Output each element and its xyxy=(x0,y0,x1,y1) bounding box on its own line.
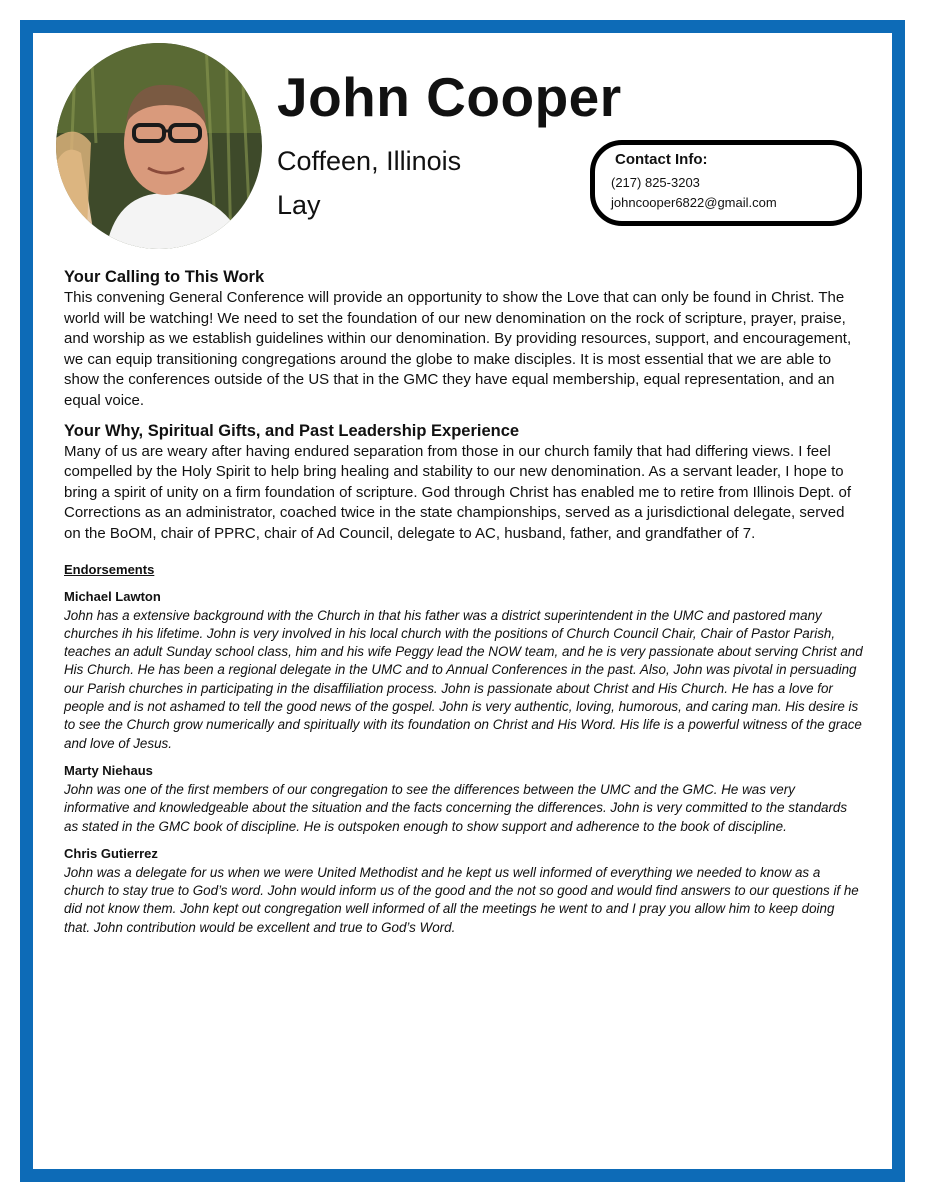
endorser-name: Marty Niehaus xyxy=(64,762,153,778)
endorsements-heading: Endorsements xyxy=(64,561,155,577)
main-content xyxy=(64,266,864,937)
candidate-role: Lay xyxy=(277,190,321,220)
section-body-why: Many of us are weary after having endured separation from those in our church family that had differing views. I feel compelled by the Holy Spirit to help bring healing and stability to our new denomination. As a servant leader, I hope to bring a spirit of unity on a firm foundation of scripture. God through Christ has enabled me to retire from Illinois Dept. of Corrections as an administrator, coached twice in the state championships, served as a jurisdictional delegate, served on the BoOM, chair of PPRC, chair of Ad Council, delegate to AC, husband, father, and grandfather of 7. xyxy=(64,442,852,542)
endorsement-text: John was a delegate for us when we were United Methodist and he kept us well informed of everything we needed to know as a church to stay true to God’s word. John would inform us of the good and the not so good and would find answers to our questions if he did not know them. John kept out congregation well informed of all the meetings he went to and I pray you allow him to keep doing that. John contribution would be excellent and true to God’s Word. xyxy=(64,864,859,935)
endorsement-text: John was one of the first members of our congregation to see the differences between the UMC and the GMC. He was very informative and knowledgeable about the situation and the facts concerning the differences. John is very committed to the standards as stated in the GMC book of discipline. He is outspoken enough to show support and adherence to the book of discipline. xyxy=(64,781,848,834)
contact-phone: (217) 825-3203 xyxy=(611,175,700,190)
endorser-name: Chris Gutierrez xyxy=(64,845,158,861)
contact-title: Contact Info: xyxy=(615,151,708,168)
candidate-name: John Cooper xyxy=(277,66,622,128)
contact-info-box xyxy=(590,140,862,226)
candidate-location: Coffeen, Illinois xyxy=(277,146,462,176)
section-heading-why: Your Why, Spiritual Gifts, and Past Leadership Experience xyxy=(64,421,520,440)
profile-photo xyxy=(56,43,262,249)
section-body-calling: This convening General Conference will provide an opportunity to show the Love that can only be found in Christ. The world will be watching! We need to set the foundation of our new denomination on the rock of scripture, prayer, praise, and worship as we establish guidelines within our denomination. By providing resources, support, and encouragement, we can equip transitioning congregations around the globe to make disciples. It is most essential that we are able to show the conferences outside of the US that in the GMC they have equal membership, equal representation, and an equal voice. xyxy=(64,289,852,409)
endorser-name: Michael Lawton xyxy=(64,588,161,604)
section-heading-calling: Your Calling to This Work xyxy=(64,268,265,286)
contact-email: johncooper6822@gmail.com xyxy=(611,195,777,210)
endorsement-text: John has a extensive background with the Church in that his father was a district superintendent in the UMC and pastored many churches ih his lifetime. John is very involved in his local church with the positions of Church Council Chair, Chair of Pastor Parish, teaches an adult Sunday school class, him and his wife Peggy lead the NOW team, and he is very passionate about serving Christ and His Church. He has been a regional delegate in the UMC and to Annual Conferences in the past. Also, John was pivotal in persuading our Parish churches in participating in the disaffiliation process. John is passionate about Christ and His Church. He has a love for people and is not ashamed to tell the good news of the gospel. John is very authentic, loving, humorous, and caring man. His desire is to see the Church grow numerically and spiritually with its foundation on Christ and His Word. His life is a powerful witness of the grace and love of Jesus. xyxy=(64,607,863,751)
